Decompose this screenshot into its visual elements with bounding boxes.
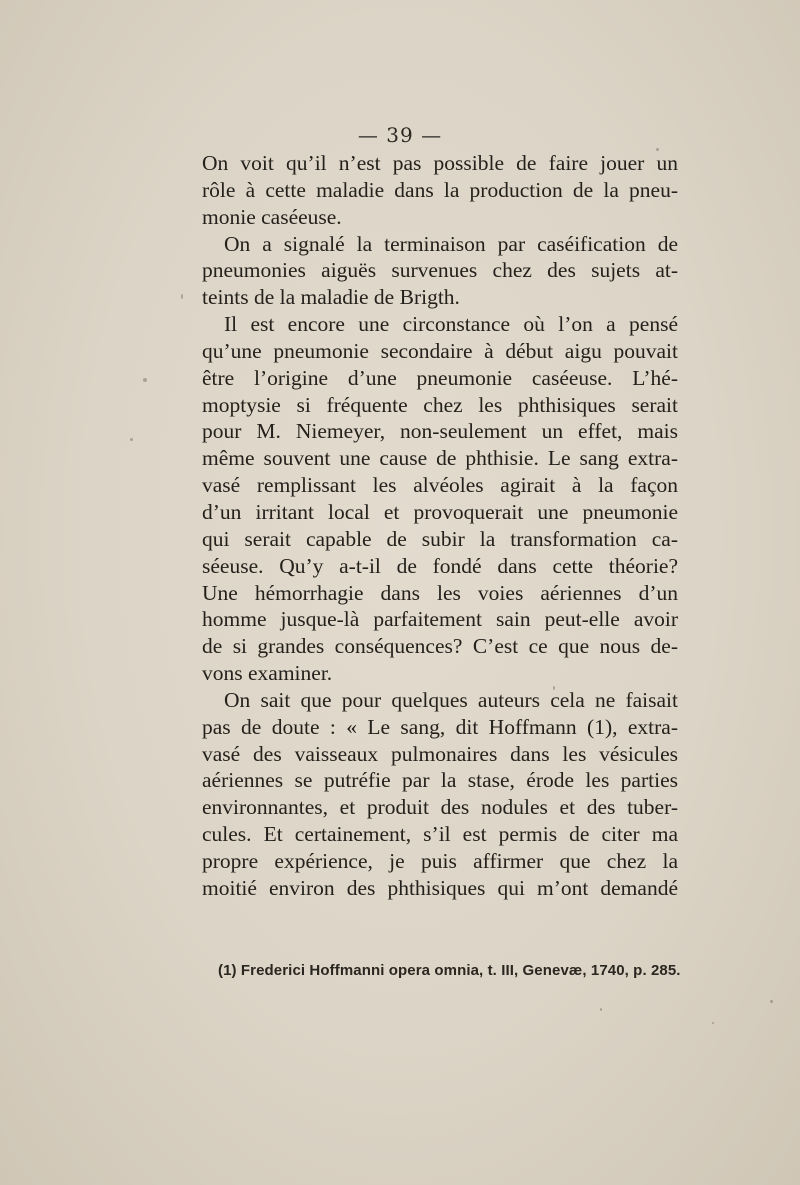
text-line: Une hémorrhagie dans les voies aériennes d’un — [202, 580, 678, 605]
paper-speck — [181, 294, 183, 299]
text-line: séeuse. Qu’y a-t-il de fondé dans cette théorie? — [202, 553, 678, 578]
text-line: environnantes, et produit des nodules et des tuber- — [202, 795, 678, 820]
page-number: — 39 — — [357, 123, 443, 147]
paper-speck — [600, 1008, 602, 1011]
text-line: monie caséeuse. — [202, 204, 342, 229]
text-line: pas de doute : « Le sang, dit Hoffmann (1), extra- — [202, 714, 678, 739]
body-text — [202, 150, 678, 902]
text-line: être l’origine d’une pneumonie caséeuse. L’hé- — [202, 365, 678, 390]
text-line: cules. Et certainement, s’il est permis de citer ma — [202, 822, 678, 847]
text-line: qu’une pneumonie secondaire à début aigu pouvait — [202, 338, 678, 363]
text-line: moitié environ des phthisiques qui m’ont demandé — [202, 875, 678, 900]
text-line: aériennes se putréfie par la stase, érode les parties — [202, 768, 678, 793]
text-line: On voit qu’il n’est pas possible de faire jouer un — [202, 151, 678, 175]
text-line: vasé des vaisseaux pulmonaires dans les vésicules — [202, 741, 678, 766]
text-line: teints de la maladie de Brigth. — [202, 285, 460, 310]
text-line: pour M. Niemeyer, non-seulement un effet, mais — [202, 419, 678, 444]
paper-speck — [130, 438, 133, 441]
text-line: de si grandes conséquences? C’est ce que nous de- — [202, 634, 678, 659]
text-line: Il est encore une circonstance où l’on a pensé — [224, 312, 678, 337]
text-line: vasé remplissant les alvéoles agirait à la façon — [202, 473, 678, 498]
paragraph — [202, 231, 678, 312]
text-line: qui serait capable de subir la transformation ca- — [202, 526, 678, 551]
paper-speck — [770, 1000, 773, 1003]
paragraph — [202, 687, 678, 902]
paragraph — [202, 311, 678, 687]
text-line: d’un irritant local et provoquerait une pneumonie — [202, 499, 678, 524]
text-line: On sait que pour quelques auteurs cela ne faisait — [224, 687, 678, 712]
text-line: vons examiner. — [202, 661, 333, 686]
text-line: moptysie si fréquente chez les phthisiques serait — [202, 392, 678, 417]
footnote: (1) Frederici Hoffmanni opera omnia, t. III, Genevæ, 1740, p. 285. — [218, 962, 681, 979]
text-line: On a signalé la terminaison par caséification de — [224, 231, 678, 256]
text-line: rôle à cette maladie dans la production de la pneu- — [202, 177, 678, 202]
paper-speck — [712, 1022, 714, 1024]
text-line: pneumonies aiguës survenues chez des sujets at- — [202, 258, 678, 283]
text-line: propre expérience, je puis affirmer que chez la — [202, 848, 678, 873]
text-line: même souvent une cause de phthisie. Le sang extra- — [202, 446, 678, 471]
paper-speck — [143, 378, 147, 382]
text-line: homme jusque-là parfaitement sain peut-elle avoir — [202, 607, 678, 632]
paragraph — [202, 150, 678, 231]
